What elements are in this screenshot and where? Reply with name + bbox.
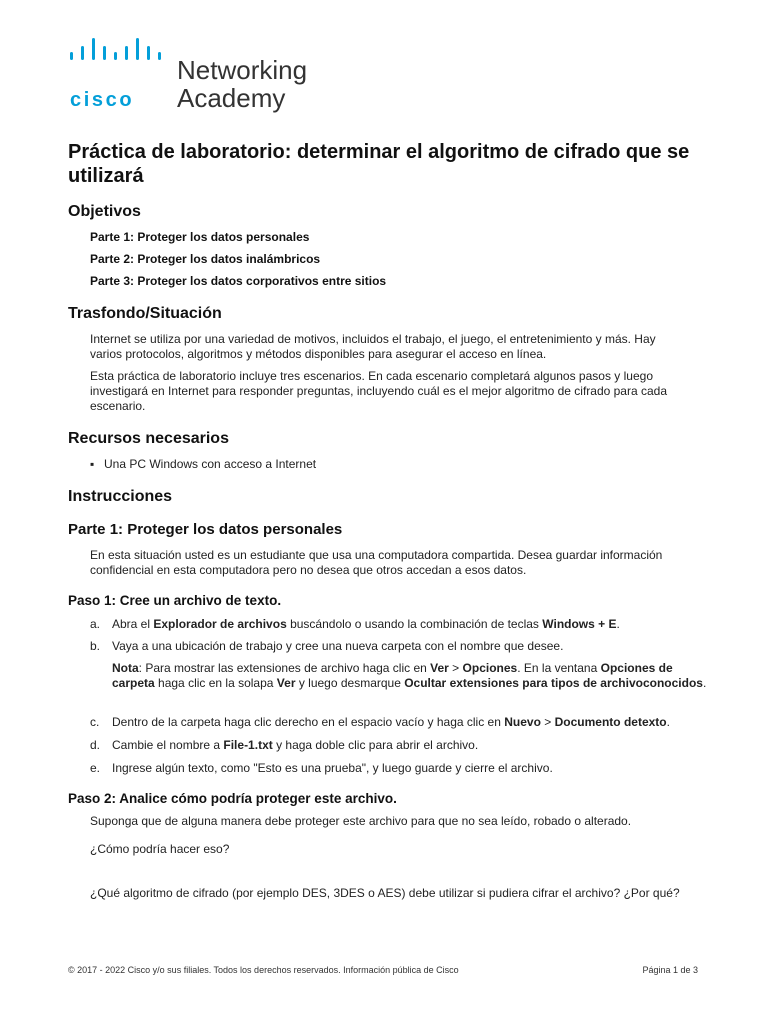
objective-item: Parte 2: Proteger los datos inalámbricos bbox=[90, 252, 321, 266]
trasfondo-paragraph-2: Esta práctica de laboratorio incluye tres escenarios. En cada escenario completará algunos pasos y luego investigará en Internet para responder preguntas, incluyendo cuál es el mejor algoritmo de cifrado para cada escenario. bbox=[90, 369, 668, 413]
trasfondo-heading: Trasfondo/Situación bbox=[68, 305, 222, 322]
question-2: ¿Qué algoritmo de cifrado (por ejemplo DES, 3DES o AES) debe utilizar si pudiera cifrar el archivo? ¿Por qué? bbox=[90, 886, 680, 900]
recursos-heading: Recursos necesarios bbox=[68, 430, 229, 447]
cisco-networking-academy-logo bbox=[70, 56, 330, 120]
objective-item: Parte 1: Proteger los datos personales bbox=[90, 230, 310, 244]
step-c: c. Dentro de la carpeta haga clic derecho en el espacio vacío y haga clic en Nuevo > Documento detexto. bbox=[90, 715, 670, 729]
parte1-intro: En esta situación usted es un estudiante que usa una computadora compartida. Desea guardar información confidencial en esta computadora pero no desea que otros accedan a esos datos. bbox=[90, 548, 663, 577]
footer-page-number: Página 1 de 3 bbox=[642, 965, 698, 975]
bullet-icon: ▪ bbox=[90, 457, 95, 471]
networking-academy-text: Networking Academy bbox=[177, 55, 308, 113]
paso2-paragraph: Suponga que de alguna manera debe proteger este archivo para que no sea leído, robado o alterado. bbox=[90, 814, 632, 828]
resource-list-item: ▪ Una PC Windows con acceso a Internet bbox=[90, 457, 317, 471]
objetivos-heading: Objetivos bbox=[68, 203, 141, 220]
step-e: e. Ingrese algún texto, como "Esto es una prueba", y luego guarde y cierre el archivo. bbox=[90, 761, 553, 775]
footer-copyright: © 2017 - 2022 Cisco y/o sus filiales. Todos los derechos reservados. Información pública de Cisco bbox=[68, 965, 459, 975]
paso2-heading: Paso 2: Analice cómo podría proteger este archivo. bbox=[68, 791, 397, 806]
trasfondo-paragraph-1: Internet se utiliza por una variedad de motivos, incluidos el trabajo, el juego, el entretenimiento y más. Hay varios protocolos, algoritmos y métodos disponibles para asegurar el acceso en línea. bbox=[90, 332, 656, 361]
paso1-heading: Paso 1: Cree un archivo de texto. bbox=[68, 593, 282, 608]
step-b: b. Vaya a una ubicación de trabajo y cree una nueva carpeta con el nombre que desee. bbox=[90, 639, 564, 653]
parte1-heading: Parte 1: Proteger los datos personales bbox=[68, 521, 343, 538]
document-title: Práctica de laboratorio: determinar el algoritmo de cifrado que se utilizará bbox=[68, 141, 690, 187]
step-a: a. Abra el Explorador de archivos buscándolo o usando la combinación de teclas Windows + E. bbox=[90, 617, 620, 631]
step-note: Nota: Para mostrar las extensiones de archivo haga clic en Ver > Opciones. En la ventana Opciones de carpeta haga clic en la solapa Ver y luego desmarque Ocultar extensiones para tipos de archivoconocidos. bbox=[112, 661, 707, 690]
step-d: d. Cambie el nombre a File-1.txt y haga doble clic para abrir el archivo. bbox=[90, 738, 479, 752]
objective-item: Parte 3: Proteger los datos corporativos entre sitios bbox=[90, 274, 387, 288]
question-1: ¿Cómo podría hacer eso? bbox=[90, 842, 230, 856]
cisco-wordmark: cisco bbox=[70, 89, 135, 111]
instrucciones-heading: Instrucciones bbox=[68, 488, 173, 505]
